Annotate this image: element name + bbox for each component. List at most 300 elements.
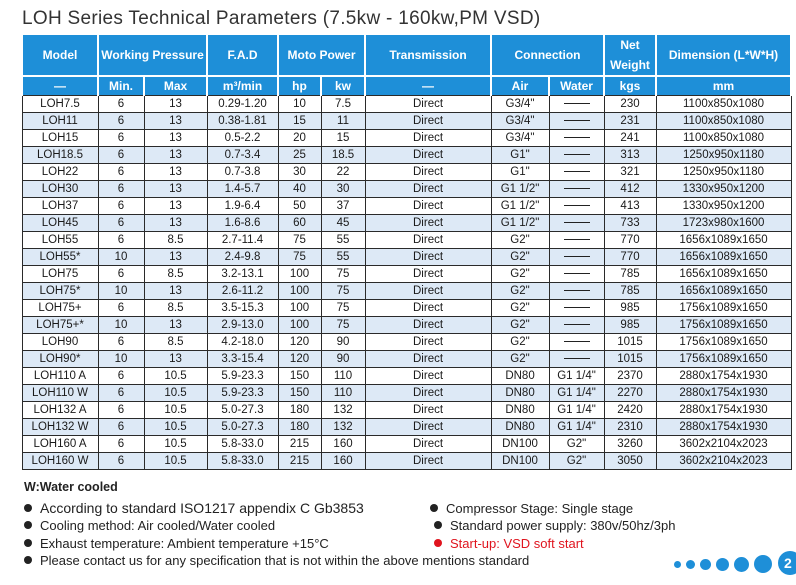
cell-dim: 1756x1089x1650 (656, 300, 791, 317)
cell-fad: 0.7-3.4 (207, 147, 278, 164)
cell-fad: 3.5-15.3 (207, 300, 278, 317)
bullet-dot (434, 539, 442, 547)
cell-model: LOH7.5 (22, 96, 98, 113)
dash-mark (564, 290, 590, 291)
cell-kgs: 313 (604, 147, 656, 164)
table-row (22, 385, 791, 402)
cell-air: G2" (491, 317, 549, 334)
cell-min: 6 (98, 113, 144, 130)
cell-trans: Direct (365, 419, 491, 436)
cell-min: 6 (98, 402, 144, 419)
cell-max: 13 (144, 317, 207, 334)
cell-kgs: 770 (604, 249, 656, 266)
cell-dim: 2880x1754x1930 (656, 385, 791, 402)
subheader-water: Water (549, 76, 604, 96)
cell-water (549, 317, 604, 334)
cell-model: LOH75 (22, 266, 98, 283)
cell-kw: 30 (321, 181, 365, 198)
bullet-dot (24, 504, 32, 512)
cell-model: LOH11 (22, 113, 98, 130)
bullet-exhaust-text: Exhaust temperature: Ambient temperature +15°C (40, 536, 329, 551)
cell-fad: 3.3-15.4 (207, 351, 278, 368)
cell-min: 6 (98, 147, 144, 164)
cell-dim: 2880x1754x1930 (656, 368, 791, 385)
cell-fad: 0.5-2.2 (207, 130, 278, 147)
table-row (22, 232, 791, 249)
cell-max: 8.5 (144, 300, 207, 317)
cell-kw: 18.5 (321, 147, 365, 164)
page-dot (674, 561, 681, 568)
cell-max: 13 (144, 181, 207, 198)
cell-model: LOH160 W (22, 453, 98, 470)
cell-dim: 1330x950x1200 (656, 181, 791, 198)
table-row (22, 249, 791, 266)
cell-fad: 5.0-27.3 (207, 419, 278, 436)
dash-mark (564, 154, 590, 155)
cell-air: DN80 (491, 385, 549, 402)
cell-kw: 11 (321, 113, 365, 130)
cell-hp: 60 (278, 215, 321, 232)
dash-mark (564, 341, 590, 342)
cell-kgs: 785 (604, 266, 656, 283)
cell-max: 13 (144, 215, 207, 232)
cell-dim: 3602x2104x2023 (656, 436, 791, 453)
table-row (22, 334, 791, 351)
cell-hp: 100 (278, 266, 321, 283)
cell-model: LOH18.5 (22, 147, 98, 164)
cell-air: DN100 (491, 436, 549, 453)
cell-hp: 30 (278, 164, 321, 181)
bullet-power-text: Standard power supply: 380v/50hz/3ph (450, 518, 676, 533)
cell-kgs: 985 (604, 300, 656, 317)
cell-water (549, 334, 604, 351)
cell-water: G1 1/4" (549, 368, 604, 385)
spec-table (21, 34, 792, 470)
table-row (22, 300, 791, 317)
cell-air: DN80 (491, 402, 549, 419)
cell-max: 13 (144, 113, 207, 130)
cell-kw: 75 (321, 300, 365, 317)
cell-kw: 132 (321, 402, 365, 419)
subheader-air: Air (491, 76, 549, 96)
cell-max: 10.5 (144, 436, 207, 453)
cell-fad: 2.7-11.4 (207, 232, 278, 249)
cell-kw: 75 (321, 317, 365, 334)
cell-kw: 110 (321, 368, 365, 385)
cell-air: G1 1/2" (491, 181, 549, 198)
cell-kgs: 770 (604, 232, 656, 249)
cell-air: G1" (491, 164, 549, 181)
cell-trans: Direct (365, 96, 491, 113)
cell-dim: 1656x1089x1650 (656, 249, 791, 266)
cell-kw: 22 (321, 164, 365, 181)
table-row (22, 283, 791, 300)
cell-hp: 120 (278, 334, 321, 351)
bullet-power (434, 518, 676, 533)
cell-min: 10 (98, 283, 144, 300)
cell-fad: 5.8-33.0 (207, 436, 278, 453)
cell-water (549, 351, 604, 368)
cell-max: 13 (144, 96, 207, 113)
cell-hp: 10 (278, 96, 321, 113)
cell-max: 13 (144, 249, 207, 266)
cell-hp: 100 (278, 300, 321, 317)
page-title: LOH Series Technical Parameters (7.5kw - 160kw,PM VSD) (22, 8, 541, 29)
cell-max: 13 (144, 147, 207, 164)
cell-dim: 1756x1089x1650 (656, 317, 791, 334)
bullet-startup-text: Start-up: VSD soft start (450, 536, 584, 551)
cell-kgs: 733 (604, 215, 656, 232)
cell-kgs: 2270 (604, 385, 656, 402)
cell-min: 6 (98, 300, 144, 317)
cell-min: 10 (98, 351, 144, 368)
header-moto-power: Moto Power (278, 35, 365, 77)
cell-trans: Direct (365, 300, 491, 317)
cell-fad: 2.9-13.0 (207, 317, 278, 334)
cell-kgs: 985 (604, 317, 656, 334)
dash-mark (564, 120, 590, 121)
cell-max: 8.5 (144, 266, 207, 283)
cell-model: LOH132 A (22, 402, 98, 419)
cell-trans: Direct (365, 334, 491, 351)
table-row (22, 317, 791, 334)
header-transmission: Transmission (365, 35, 491, 77)
cell-dim: 1100x850x1080 (656, 96, 791, 113)
cell-dim: 1250x950x1180 (656, 164, 791, 181)
cell-kgs: 412 (604, 181, 656, 198)
cell-trans: Direct (365, 368, 491, 385)
cell-air: G1 1/2" (491, 198, 549, 215)
bullet-startup (434, 536, 584, 551)
header-dimension: Dimension (L*W*H) (656, 35, 791, 77)
cell-fad: 0.38-1.81 (207, 113, 278, 130)
page-dot (716, 558, 729, 571)
cell-water (549, 266, 604, 283)
cell-kw: 75 (321, 283, 365, 300)
cell-trans: Direct (365, 215, 491, 232)
cell-kw: 45 (321, 215, 365, 232)
bullet-exhaust (24, 536, 329, 551)
bullet-dot (24, 556, 32, 564)
cell-min: 6 (98, 96, 144, 113)
bullet-stage (430, 501, 633, 516)
cell-air: G2" (491, 232, 549, 249)
cell-min: 6 (98, 198, 144, 215)
cell-dim: 1756x1089x1650 (656, 351, 791, 368)
dash-mark (564, 256, 590, 257)
cell-water (549, 96, 604, 113)
cell-kgs: 2370 (604, 368, 656, 385)
cell-hp: 20 (278, 130, 321, 147)
subheader-hp: hp (278, 76, 321, 96)
bullet-stage-text: Compressor Stage: Single stage (446, 501, 634, 516)
cell-kgs: 241 (604, 130, 656, 147)
cell-kw: 7.5 (321, 96, 365, 113)
cell-max: 13 (144, 198, 207, 215)
page-number: 2 (778, 551, 796, 575)
cell-water (549, 113, 604, 130)
cell-model: LOH37 (22, 198, 98, 215)
cell-dim: 1723x980x1600 (656, 215, 791, 232)
table-row (22, 198, 791, 215)
cell-model: LOH110 W (22, 385, 98, 402)
cell-kw: 75 (321, 266, 365, 283)
bullet-cooling-text: Cooling method: Air cooled/Water cooled (40, 518, 276, 533)
dash-mark (564, 273, 590, 274)
cell-model: LOH75+ (22, 300, 98, 317)
cell-kgs: 1015 (604, 334, 656, 351)
dash-mark (564, 171, 590, 172)
cell-air: G1 1/2" (491, 215, 549, 232)
cell-max: 13 (144, 164, 207, 181)
cell-dim: 2880x1754x1930 (656, 419, 791, 436)
cell-trans: Direct (365, 436, 491, 453)
cell-dim: 2880x1754x1930 (656, 402, 791, 419)
dash-mark (564, 358, 590, 359)
dash-mark (564, 137, 590, 138)
cell-air: DN80 (491, 419, 549, 436)
cell-max: 13 (144, 351, 207, 368)
cell-model: LOH132 W (22, 419, 98, 436)
table-row (22, 130, 791, 147)
cell-kw: 55 (321, 232, 365, 249)
subheader-transmission: — (365, 76, 491, 96)
cell-hp: 100 (278, 317, 321, 334)
cell-water (549, 164, 604, 181)
table-row (22, 113, 791, 130)
table-row (22, 266, 791, 283)
cell-min: 6 (98, 266, 144, 283)
header-connection: Connection (491, 35, 604, 77)
cell-fad: 2.6-11.2 (207, 283, 278, 300)
table-row (22, 419, 791, 436)
cell-max: 10.5 (144, 419, 207, 436)
header-model: Model (22, 35, 98, 77)
cell-water (549, 215, 604, 232)
subheader-mm: mm (656, 76, 791, 96)
cell-air: G2" (491, 351, 549, 368)
cell-air: G2" (491, 249, 549, 266)
cell-trans: Direct (365, 385, 491, 402)
cell-kw: 160 (321, 436, 365, 453)
table-row (22, 402, 791, 419)
spec-table-body (22, 96, 791, 470)
page-dot (754, 555, 772, 573)
cell-model: LOH45 (22, 215, 98, 232)
cell-hp: 25 (278, 147, 321, 164)
cell-fad: 1.4-5.7 (207, 181, 278, 198)
cell-water: G2" (549, 453, 604, 470)
bullet-contact (24, 553, 529, 568)
cell-hp: 150 (278, 385, 321, 402)
dash-mark (564, 222, 590, 223)
cell-kw: 15 (321, 130, 365, 147)
cell-hp: 15 (278, 113, 321, 130)
cell-fad: 1.6-8.6 (207, 215, 278, 232)
cell-fad: 5.9-23.3 (207, 368, 278, 385)
cell-fad: 4.2-18.0 (207, 334, 278, 351)
cell-model: LOH75* (22, 283, 98, 300)
cell-model: LOH160 A (22, 436, 98, 453)
cell-fad: 5.9-23.3 (207, 385, 278, 402)
cell-min: 6 (98, 164, 144, 181)
cell-fad: 5.8-33.0 (207, 453, 278, 470)
cell-air: G2" (491, 300, 549, 317)
cell-air: DN100 (491, 453, 549, 470)
cell-trans: Direct (365, 283, 491, 300)
cell-fad: 0.29-1.20 (207, 96, 278, 113)
cell-water (549, 147, 604, 164)
cell-hp: 150 (278, 368, 321, 385)
cell-air: DN80 (491, 368, 549, 385)
cell-model: LOH15 (22, 130, 98, 147)
table-row (22, 96, 791, 113)
table-row (22, 147, 791, 164)
cell-kw: 90 (321, 351, 365, 368)
table-row (22, 368, 791, 385)
cell-model: LOH55 (22, 232, 98, 249)
dash-mark (564, 324, 590, 325)
cell-min: 6 (98, 130, 144, 147)
header-net-weight: Net Weight (604, 35, 656, 77)
cell-min: 6 (98, 385, 144, 402)
cell-trans: Direct (365, 249, 491, 266)
cell-dim: 1656x1089x1650 (656, 283, 791, 300)
subheader-kw: kw (321, 76, 365, 96)
bullet-dot (430, 504, 438, 512)
cell-water: G1 1/4" (549, 385, 604, 402)
cell-kw: 37 (321, 198, 365, 215)
cell-dim: 3602x2104x2023 (656, 453, 791, 470)
subheader-fad: m³/min (207, 76, 278, 96)
cell-hp: 40 (278, 181, 321, 198)
water-cooled-note: W:Water cooled (24, 480, 118, 494)
cell-dim: 1656x1089x1650 (656, 232, 791, 249)
cell-min: 6 (98, 232, 144, 249)
bullet-dot (24, 539, 32, 547)
cell-kgs: 1015 (604, 351, 656, 368)
cell-dim: 1100x850x1080 (656, 113, 791, 130)
cell-dim: 1250x950x1180 (656, 147, 791, 164)
cell-water (549, 283, 604, 300)
cell-air: G3/4" (491, 130, 549, 147)
cell-trans: Direct (365, 113, 491, 130)
cell-kw: 160 (321, 453, 365, 470)
cell-hp: 100 (278, 283, 321, 300)
cell-hp: 180 (278, 402, 321, 419)
cell-model: LOH30 (22, 181, 98, 198)
subheader-model: — (22, 76, 98, 96)
cell-min: 6 (98, 215, 144, 232)
bullet-cooling (24, 518, 275, 533)
cell-kgs: 2310 (604, 419, 656, 436)
cell-trans: Direct (365, 164, 491, 181)
dash-mark (564, 239, 590, 240)
dash-mark (564, 188, 590, 189)
cell-max: 10.5 (144, 385, 207, 402)
header-fad: F.A.D (207, 35, 278, 77)
cell-water (549, 181, 604, 198)
cell-air: G3/4" (491, 113, 549, 130)
dash-mark (564, 103, 590, 104)
subheader-kgs: kgs (604, 76, 656, 96)
header-working-pressure: Working Pressure (98, 35, 207, 77)
cell-max: 13 (144, 130, 207, 147)
cell-trans: Direct (365, 453, 491, 470)
cell-water (549, 232, 604, 249)
cell-trans: Direct (365, 130, 491, 147)
cell-model: LOH22 (22, 164, 98, 181)
cell-kw: 110 (321, 385, 365, 402)
cell-kgs: 2420 (604, 402, 656, 419)
cell-model: LOH75+* (22, 317, 98, 334)
cell-hp: 120 (278, 351, 321, 368)
cell-max: 10.5 (144, 453, 207, 470)
cell-kw: 132 (321, 419, 365, 436)
cell-kw: 55 (321, 249, 365, 266)
cell-trans: Direct (365, 181, 491, 198)
cell-min: 6 (98, 436, 144, 453)
table-row (22, 436, 791, 453)
bullet-standard (24, 500, 364, 516)
cell-min: 6 (98, 419, 144, 436)
cell-fad: 3.2-13.1 (207, 266, 278, 283)
table-row (22, 215, 791, 232)
cell-min: 6 (98, 181, 144, 198)
cell-trans: Direct (365, 266, 491, 283)
cell-air: G2" (491, 334, 549, 351)
cell-air: G3/4" (491, 96, 549, 113)
cell-fad: 5.0-27.3 (207, 402, 278, 419)
cell-trans: Direct (365, 317, 491, 334)
cell-min: 6 (98, 453, 144, 470)
cell-water (549, 300, 604, 317)
cell-dim: 1756x1089x1650 (656, 334, 791, 351)
cell-kgs: 231 (604, 113, 656, 130)
cell-min: 10 (98, 317, 144, 334)
subheader-max: Max (144, 76, 207, 96)
cell-water (549, 130, 604, 147)
cell-kgs: 413 (604, 198, 656, 215)
table-row (22, 181, 791, 198)
page-dot (700, 559, 711, 570)
cell-water (549, 198, 604, 215)
dash-mark (564, 307, 590, 308)
cell-water: G1 1/4" (549, 419, 604, 436)
bullet-dot (24, 521, 32, 529)
cell-max: 10.5 (144, 368, 207, 385)
cell-hp: 75 (278, 232, 321, 249)
cell-trans: Direct (365, 232, 491, 249)
cell-trans: Direct (365, 198, 491, 215)
cell-hp: 180 (278, 419, 321, 436)
cell-fad: 0.7-3.8 (207, 164, 278, 181)
cell-trans: Direct (365, 351, 491, 368)
cell-max: 10.5 (144, 402, 207, 419)
cell-hp: 215 (278, 453, 321, 470)
cell-trans: Direct (365, 147, 491, 164)
cell-kgs: 3050 (604, 453, 656, 470)
bullet-contact-text: Please contact us for any specification that is not within the above mentions standard (40, 553, 530, 568)
bullet-dot (434, 521, 442, 529)
cell-fad: 2.4-9.8 (207, 249, 278, 266)
cell-dim: 1330x950x1200 (656, 198, 791, 215)
cell-dim: 1100x850x1080 (656, 130, 791, 147)
page-dot (734, 557, 749, 572)
cell-model: LOH55* (22, 249, 98, 266)
table-row (22, 351, 791, 368)
bullet-standard-text: According to standard ISO1217 appendix C Gb3853 (40, 500, 364, 516)
